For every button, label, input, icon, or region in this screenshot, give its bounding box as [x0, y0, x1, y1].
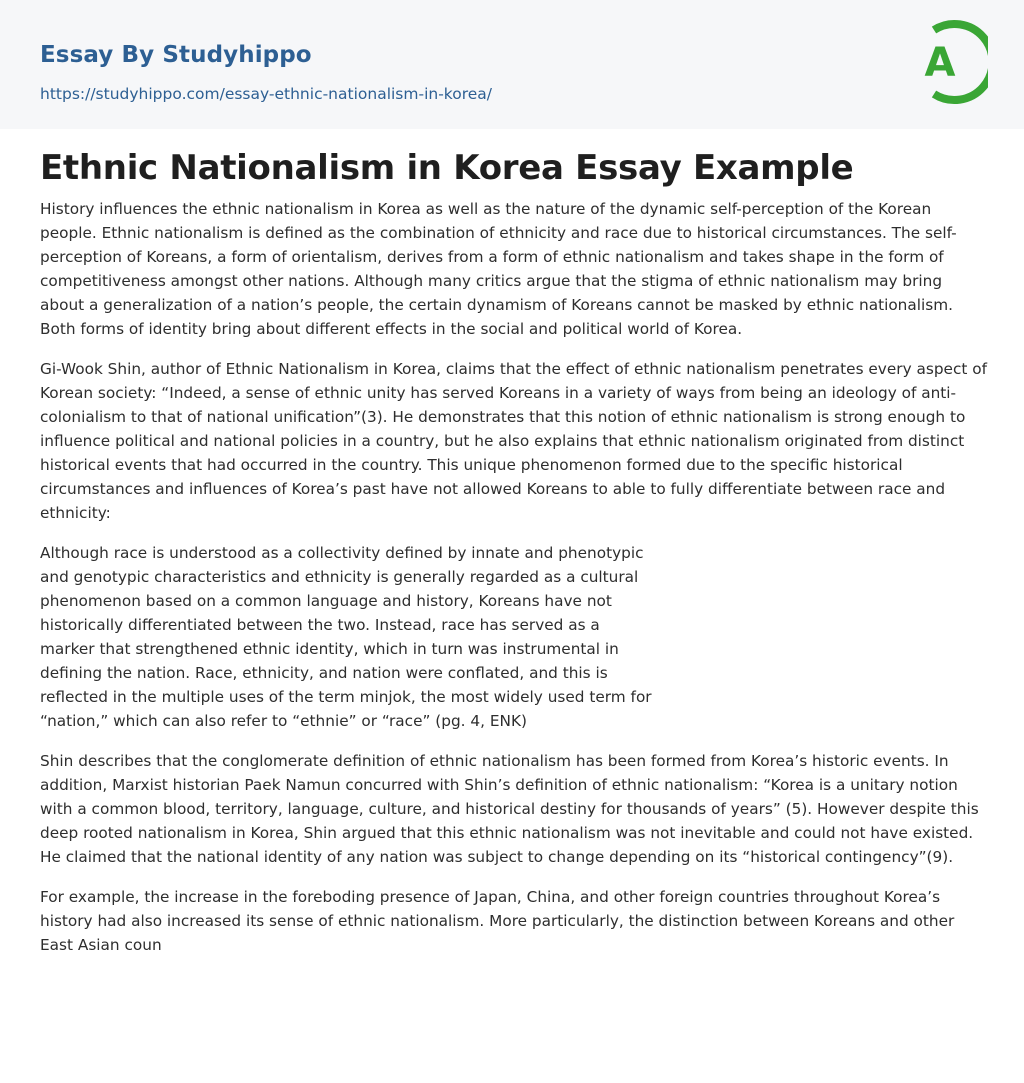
paragraph-4: Shin describes that the conglomerate definition of ethnic nationalism has been formed from Korea’s historic events. In addition, Marxist historian Paek Namun concurred with Shin’s definition of ethnic nationalism: “Korea is a unitary notion with a common blood, territory, language, culture, and historical destiny for thousands of years” (5). However despite this deep rooted nationalism in Korea, Shin argued that this ethnic nationalism was not inevitable and could not have existed. He claimed that the national identity of any nation was subject to change depending on its “historical contingency”(9). — [40, 752, 979, 866]
page-title: Ethnic Nationalism in Korea Essay Example — [40, 148, 854, 188]
paragraph-1: History influences the ethnic nationalism in Korea as well as the nature of the dynamic self-perception of the Korean people. Ethnic nationalism is defined as the combination of ethnicity and race due to historical circumstances. The self-perception of Koreans, a form of orientalism, derives from a form of ethnic nationalism and takes shape in the form of competitiveness amongst other nations. Although many critics argue that the stigma of ethnic nationalism may bring about a generalization of a nation’s people, the certain dynamism of Koreans cannot be masked by ethnic nationalism. Both forms of identity bring about different effects in the social and political world of Korea. — [40, 200, 957, 338]
paragraph-2: Gi-Wook Shin, author of Ethnic Nationalism in Korea, claims that the effect of ethnic nationalism penetrates every aspect of Korean society: “Indeed, a sense of ethnic unity has served Koreans in a variety of ways from being an ideology of anti-colonialism to that of national unification”(3). He demonstrates that this notion of ethnic nationalism is strong enough to influence political and national policies in a country, but he also explains that ethnic nationalism originated from distinct historical events that had occurred in the country. This unique phenomenon formed due to the specific historical circumstances and influences of Korea’s past have not allowed Koreans to able to fully differentiate between race and ethnicity: — [40, 360, 987, 522]
site-header — [0, 0, 1024, 129]
studyhippo-logo-icon[interactable] — [912, 18, 988, 106]
paragraph-5: For example, the increase in the foreboding presence of Japan, China, and other foreign countries throughout Korea’s history had also increased its sense of ethnic nationalism. More particularly, the distinction between Koreans and other East Asian coun — [40, 888, 955, 954]
logo-letter: A — [924, 40, 956, 86]
essay-url-link[interactable]: https://studyhippo.com/essay-ethnic-nationalism-in-korea/ — [40, 85, 492, 103]
article-content — [40, 145, 990, 973]
block-quote: Although race is understood as a collectivity defined by innate and phenotypic and genotypic characteristics and ethnicity is generally regarded as a cultural phenomenon based on a common language and history, Koreans have not historically differentiated between the two. Instead, race has served as a marker that strengthened ethnic identity, which in turn was instrumental in defining the nation. Race, ethnicity, and nation were conflated, and this is reflected in the multiple uses of the term minjok, the most widely used term for “nation,” which can also refer to “ethnie” or “race” (pg. 4, ENK) — [40, 544, 652, 730]
site-brand[interactable]: Essay By Studyhippo — [40, 42, 312, 68]
